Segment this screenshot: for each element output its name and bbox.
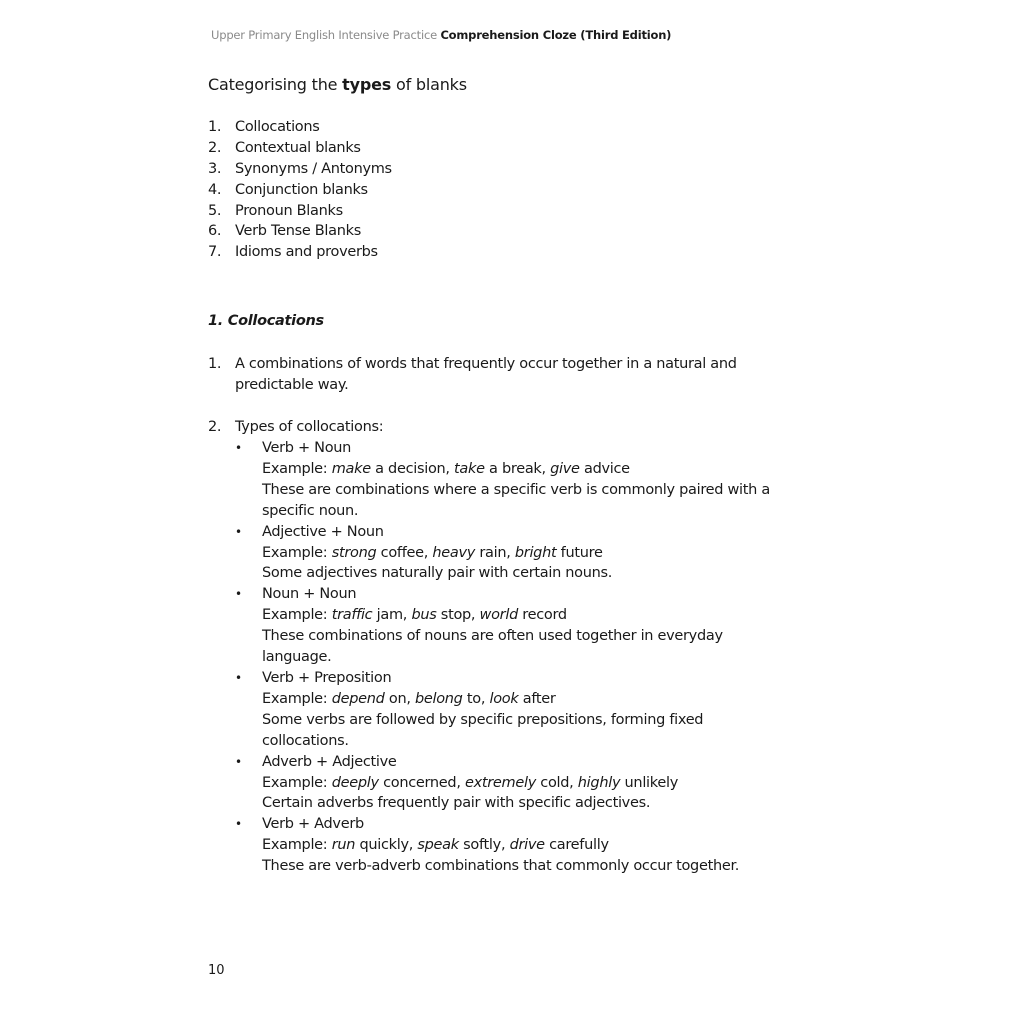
example-text: cold,	[535, 774, 578, 791]
list-label: Idioms and proverbs	[235, 244, 378, 261]
example-keyword: belong	[414, 690, 463, 707]
collocation-type-name: Noun + Noun	[262, 586, 357, 603]
section-heading	[208, 75, 467, 94]
example-label: Example:	[262, 690, 332, 707]
point-number: 2.	[208, 419, 222, 435]
collocation-description: Some verbs are followed by specific prepositions, forming fixed collocations.	[262, 711, 704, 749]
list-item	[208, 221, 392, 242]
collocation-type-name: Verb + Noun	[262, 440, 352, 456]
collocation-type	[235, 814, 782, 877]
list-number: 4.	[208, 181, 222, 198]
collocation-example	[262, 835, 782, 856]
example-text: advice	[579, 460, 630, 477]
example-label: Example:	[262, 837, 332, 854]
collocation-example	[262, 543, 782, 564]
example-text: stop,	[436, 607, 480, 624]
example-text: carefully	[544, 837, 609, 854]
collocation-example	[262, 605, 782, 626]
list-number: 1.	[208, 119, 222, 135]
list-number: 7.	[208, 244, 222, 261]
example-text: a break,	[484, 460, 551, 477]
point-text: Types of collocations:	[235, 419, 384, 435]
list-item	[208, 117, 392, 138]
list-number: 5.	[208, 202, 222, 219]
example-text: a decision,	[370, 460, 455, 477]
collocation-types-list	[235, 438, 782, 877]
collocation-example	[262, 689, 782, 710]
list-item	[208, 201, 392, 222]
example-label: Example:	[262, 774, 332, 791]
example-text: to,	[462, 690, 490, 707]
heading-suffix: of blanks	[391, 75, 467, 94]
example-text: record	[517, 607, 567, 624]
example-label: Example:	[262, 460, 332, 477]
bullet-icon: •	[235, 524, 242, 539]
list-item	[208, 242, 392, 263]
example-keyword: speak	[417, 837, 459, 854]
example-text: jam,	[372, 607, 412, 624]
point-number: 1.	[208, 356, 222, 372]
example-keyword: bright	[514, 544, 557, 561]
example-keyword: depend	[331, 690, 385, 707]
list-item	[208, 138, 392, 159]
example-keyword: drive	[509, 837, 545, 854]
example-keyword: take	[454, 460, 485, 477]
example-text: on,	[384, 690, 415, 707]
bullet-icon: •	[235, 817, 242, 832]
collocations-heading: 1. Collocations	[208, 313, 324, 329]
example-text: future	[556, 544, 603, 561]
example-keyword: look	[489, 690, 519, 707]
collocation-type	[235, 438, 782, 522]
example-keyword: heavy	[432, 544, 476, 561]
collocation-type	[235, 522, 782, 585]
example-label: Example:	[262, 607, 332, 624]
collocation-type	[235, 584, 782, 668]
example-keyword: deeply	[331, 774, 379, 791]
book-title: Comprehension Cloze (Third Edition)	[440, 28, 672, 42]
list-label: Pronoun Blanks	[235, 202, 343, 219]
collocation-description: Certain adverbs frequently pair with specific adjectives.	[262, 795, 651, 812]
example-keyword: traffic	[331, 607, 373, 624]
collocation-type-name: Adjective + Noun	[262, 523, 384, 540]
example-keyword: highly	[577, 774, 621, 791]
list-item	[208, 180, 392, 201]
list-item	[208, 159, 392, 180]
collocation-type	[235, 752, 782, 815]
example-text: softly,	[458, 837, 510, 854]
page-number: 10	[208, 963, 225, 978]
collocation-description: Some adjectives naturally pair with certain nouns.	[262, 565, 613, 582]
collocation-description: These are combinations where a specific verb is commonly paired with a specific noun.	[262, 481, 770, 519]
example-text: unlikely	[620, 774, 678, 791]
example-text: coffee,	[376, 544, 433, 561]
bullet-icon: •	[235, 754, 242, 769]
collocation-description: These are verb-adverb combinations that commonly occur together.	[262, 858, 740, 875]
example-text: after	[518, 690, 556, 707]
example-keyword: extremely	[464, 774, 536, 791]
heading-prefix: Categorising the	[208, 75, 343, 94]
list-number: 6.	[208, 223, 222, 240]
example-keyword: give	[550, 460, 580, 477]
blank-types-list	[208, 117, 392, 263]
example-text: rain,	[475, 544, 515, 561]
list-label: Contextual blanks	[235, 139, 361, 156]
bullet-icon: •	[235, 441, 242, 455]
example-keyword: bus	[411, 607, 437, 624]
list-label: Conjunction blanks	[235, 181, 368, 198]
example-label: Example:	[262, 544, 332, 561]
example-keyword: world	[479, 607, 518, 624]
example-keyword: make	[331, 460, 371, 477]
collocation-type	[235, 668, 782, 752]
point-text: A combinations of words that frequently occur together in a natural and predictable way.	[235, 356, 737, 393]
collocation-description: These combinations of nouns are often used together in everyday language.	[262, 628, 723, 666]
bullet-icon: •	[235, 670, 242, 685]
collocation-type-name: Verb + Preposition	[262, 669, 392, 686]
list-label: Verb Tense Blanks	[235, 223, 361, 240]
list-number: 2.	[208, 139, 222, 156]
collocation-example	[262, 773, 782, 794]
list-number: 3.	[208, 160, 222, 177]
running-header	[211, 28, 671, 42]
example-keyword: run	[331, 837, 356, 854]
book-series: Upper Primary English Intensive Practice	[211, 28, 437, 42]
collocation-type-name: Verb + Adverb	[262, 816, 364, 833]
collocation-definition	[208, 354, 755, 396]
collocation-type-name: Adverb + Adjective	[262, 753, 397, 770]
collocation-types-intro	[208, 417, 755, 438]
bullet-icon: •	[235, 587, 242, 602]
list-label: Synonyms / Antonyms	[235, 160, 392, 177]
list-label: Collocations	[235, 119, 320, 135]
example-text: concerned,	[378, 774, 465, 791]
example-keyword: strong	[331, 544, 377, 561]
heading-emphasis: types	[342, 75, 392, 94]
collocation-example	[262, 459, 782, 480]
example-text: quickly,	[355, 837, 418, 854]
